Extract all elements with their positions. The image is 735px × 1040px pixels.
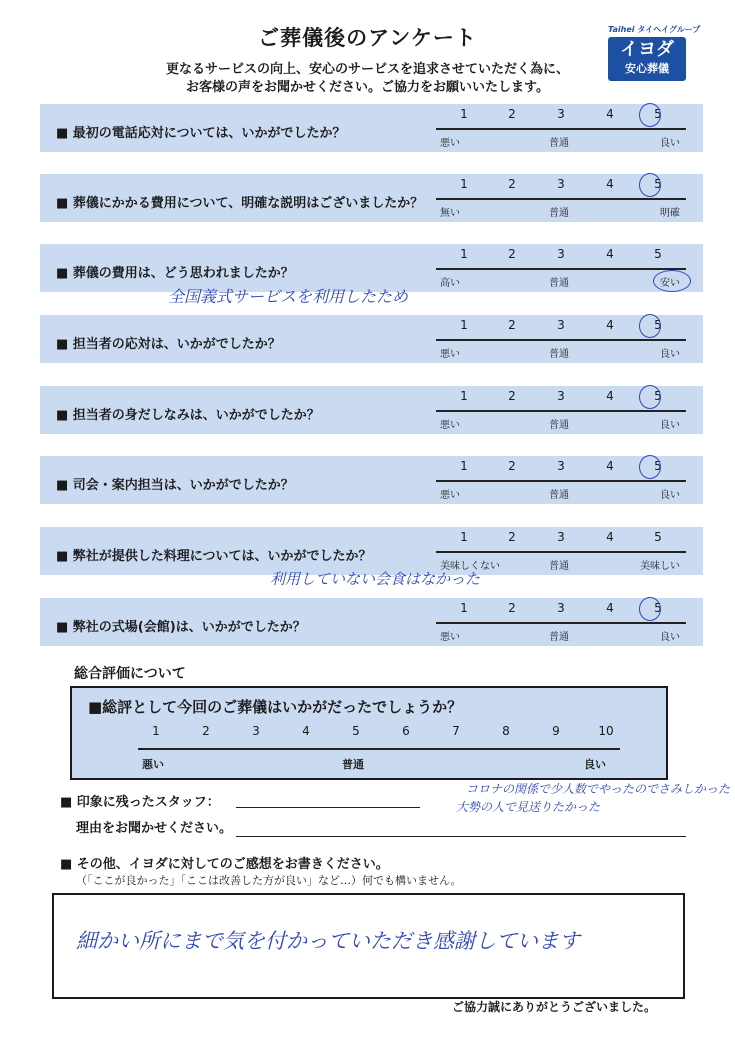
- question-text: ■ 弊社が提供した料理については、いかがでしたか？: [56, 549, 372, 564]
- scale-label-mid: 普通: [549, 349, 569, 360]
- logo-group-line: [608, 24, 701, 35]
- scale-number-1[interactable]: 1: [460, 318, 468, 332]
- scale-number-2[interactable]: 2: [508, 318, 516, 332]
- logo-sub: 安心葬儀: [625, 62, 669, 75]
- scale-label-left: 悪い: [440, 138, 460, 149]
- scale-number-3[interactable]: 3: [557, 318, 565, 332]
- scale-label-left: 悪い: [440, 490, 460, 501]
- form-title: ご葬儀後のアンケート: [258, 26, 477, 50]
- overall-label-mid: 普通: [342, 758, 364, 771]
- scale-number-4[interactable]: 4: [606, 318, 614, 332]
- scale-number-1[interactable]: 1: [460, 247, 468, 261]
- scale-line: [436, 480, 686, 482]
- scale-number-3[interactable]: 3: [557, 530, 565, 544]
- staff-reason-line[interactable]: [236, 836, 686, 837]
- free-comment-box[interactable]: [52, 893, 685, 999]
- scale-number-1[interactable]: 1: [460, 389, 468, 403]
- answer-circle-mark: [653, 270, 691, 292]
- overall-scale-number-7[interactable]: 7: [452, 724, 460, 738]
- answer-circle-mark: [639, 597, 661, 621]
- scale-line: [436, 410, 686, 412]
- overall-scale-number-1[interactable]: 1: [152, 724, 160, 738]
- scale-line: [436, 198, 686, 200]
- scale-label-right: 良い: [660, 632, 680, 643]
- scale-number-1[interactable]: 1: [460, 177, 468, 191]
- scale-label-mid: 普通: [549, 420, 569, 431]
- scale-number-5[interactable]: 5: [654, 107, 662, 121]
- scale-number-2[interactable]: 2: [508, 177, 516, 191]
- overall-label-right: 良い: [584, 758, 606, 771]
- question-text: ■ 葬儀にかかる費用について、明確な説明はございましたか？: [56, 196, 424, 211]
- question-row: [40, 386, 703, 434]
- scale-line: [436, 128, 686, 130]
- scale-number-2[interactable]: 2: [508, 107, 516, 121]
- scale-number-3[interactable]: 3: [557, 459, 565, 473]
- overall-scale-number-8[interactable]: 8: [502, 724, 510, 738]
- handwritten-staff-note-2: 大勢の人で見送りたかった: [456, 800, 601, 814]
- scale-number-3[interactable]: 3: [557, 177, 565, 191]
- overall-scale-number-6[interactable]: 6: [402, 724, 410, 738]
- answer-circle-mark: [639, 385, 661, 409]
- scale-number-4[interactable]: 4: [606, 601, 614, 615]
- answer-circle-mark: [639, 103, 661, 127]
- scale-number-3[interactable]: 3: [557, 601, 565, 615]
- question-text: ■ 最初の電話応対については、いかがでしたか？: [56, 126, 346, 141]
- scale-number-2[interactable]: 2: [508, 601, 516, 615]
- scale-number-2[interactable]: 2: [508, 530, 516, 544]
- scale-line: [436, 268, 686, 270]
- scale-line: [436, 622, 686, 624]
- scale-label-right: 明確: [660, 208, 680, 219]
- scale-number-3[interactable]: 3: [557, 107, 565, 121]
- staff-label: ■ 印象に残ったスタッフ：: [60, 795, 220, 810]
- scale-label-mid: 普通: [549, 138, 569, 149]
- scale-number-1[interactable]: 1: [460, 459, 468, 473]
- scale-number-2[interactable]: 2: [508, 389, 516, 403]
- scale-label-left: 悪い: [440, 632, 460, 643]
- question-row: [40, 598, 703, 646]
- thank-you-note: ご協力誠にありがとうございました。: [452, 1000, 657, 1014]
- staff-reason-label: 理由をお聞かせください。: [76, 821, 233, 836]
- scale-number-4[interactable]: 4: [606, 107, 614, 121]
- question-text: ■ 葬儀の費用は、どう思われましたか？: [56, 266, 294, 281]
- scale-number-1[interactable]: 1: [460, 601, 468, 615]
- scale-label-right: 美味しい: [640, 561, 680, 572]
- overall-scale-number-3[interactable]: 3: [252, 724, 260, 738]
- logo-box: [608, 37, 686, 81]
- scale-label-right: 良い: [660, 138, 680, 149]
- scale-label-right: 良い: [660, 349, 680, 360]
- scale-number-4[interactable]: 4: [606, 247, 614, 261]
- overall-scale-number-4[interactable]: 4: [302, 724, 310, 738]
- handwritten-free-comment: 細かい所にまで気を付かっていただき感謝しています: [76, 929, 580, 953]
- logo-brand-small: Taihei: [608, 25, 635, 34]
- overall-scale-number-2[interactable]: 2: [202, 724, 210, 738]
- scale-number-5[interactable]: 5: [654, 247, 662, 261]
- question-text: ■ 担当者の応対は、いかがでしたか？: [56, 337, 281, 352]
- overall-scale-line: [138, 748, 620, 750]
- scale-number-4[interactable]: 4: [606, 177, 614, 191]
- question-row: [40, 315, 703, 363]
- company-logo: [608, 24, 701, 81]
- scale-number-3[interactable]: 3: [557, 247, 565, 261]
- logo-group: タイヘイグループ: [637, 25, 701, 34]
- handwritten-staff-note-1: コロナの関係で少人数でやったのでさみしかった: [466, 782, 731, 796]
- question-row: [40, 174, 703, 222]
- overall-section-title: 総合評価について: [74, 666, 186, 682]
- scale-number-5[interactable]: 5: [654, 177, 662, 191]
- scale-number-2[interactable]: 2: [508, 247, 516, 261]
- question-text: ■ 弊社の式場(会館)は、いかがでしたか？: [56, 620, 306, 635]
- scale-number-1[interactable]: 1: [460, 107, 468, 121]
- scale-number-5[interactable]: 5: [654, 318, 662, 332]
- answer-circle-mark: [639, 314, 661, 338]
- scale-number-3[interactable]: 3: [557, 389, 565, 403]
- scale-label-mid: 普通: [549, 278, 569, 289]
- scale-number-4[interactable]: 4: [606, 530, 614, 544]
- question-text: ■ 担当者の身だしなみは、いかがでしたか？: [56, 408, 320, 423]
- scale-line: [436, 551, 686, 553]
- intro-line-1: 更なるサービスの向上、安心のサービスを追求させていただく為に、: [165, 62, 569, 77]
- question-text: ■ 司会・案内担当は、いかがでしたか？: [56, 478, 294, 493]
- scale-number-5[interactable]: 5: [654, 459, 662, 473]
- scale-number-5[interactable]: 5: [654, 389, 662, 403]
- logo-name: イヨダ: [620, 39, 674, 60]
- scale-number-2[interactable]: 2: [508, 459, 516, 473]
- scale-label-right: 安い: [660, 278, 680, 289]
- scale-label-right: 良い: [660, 490, 680, 501]
- overall-scale-number-9[interactable]: 9: [552, 724, 560, 738]
- other-comments-hint: （「ここが良かった」「ここは改善した方が良い」など…）何でも構いません。: [76, 874, 462, 887]
- overall-rating-box: [70, 686, 668, 780]
- overall-scale-number-5[interactable]: 5: [352, 724, 360, 738]
- overall-label-left: 悪い: [142, 758, 164, 771]
- scale-label-mid: 普通: [549, 561, 569, 572]
- intro-line-2: お客様の声をお聞かせください。ご協力をお願いいたします。: [186, 80, 549, 95]
- scale-label-left: 美味しくない: [440, 561, 500, 572]
- scale-label-left: 無い: [440, 208, 460, 219]
- handwritten-note-cost: 全国義式サービスを利用したため: [168, 287, 409, 306]
- scale-number-5[interactable]: 5: [654, 530, 662, 544]
- scale-number-4[interactable]: 4: [606, 459, 614, 473]
- scale-label-mid: 普通: [549, 208, 569, 219]
- question-row: [40, 104, 703, 152]
- handwritten-note-food: 利用していない会食はなかった: [270, 570, 481, 588]
- scale-label-mid: 普通: [549, 632, 569, 643]
- overall-question: ■総評として今回のご葬儀はいかがだったでしょうか？: [88, 698, 463, 716]
- scale-line: [436, 339, 686, 341]
- scale-label-left: 高い: [440, 278, 460, 289]
- question-row: [40, 456, 703, 504]
- scale-label-mid: 普通: [549, 490, 569, 501]
- scale-number-5[interactable]: 5: [654, 601, 662, 615]
- scale-number-4[interactable]: 4: [606, 389, 614, 403]
- answer-circle-mark: [639, 455, 661, 479]
- other-comments-label: ■ その他、イヨダに対してのご感想をお書きください。: [60, 857, 389, 872]
- overall-scale-number-10[interactable]: 10: [598, 724, 614, 738]
- answer-circle-mark: [639, 173, 661, 197]
- scale-label-left: 悪い: [440, 349, 460, 360]
- scale-label-right: 良い: [660, 420, 680, 431]
- scale-label-left: 悪い: [440, 420, 460, 431]
- scale-number-1[interactable]: 1: [460, 530, 468, 544]
- staff-name-line[interactable]: [236, 807, 420, 808]
